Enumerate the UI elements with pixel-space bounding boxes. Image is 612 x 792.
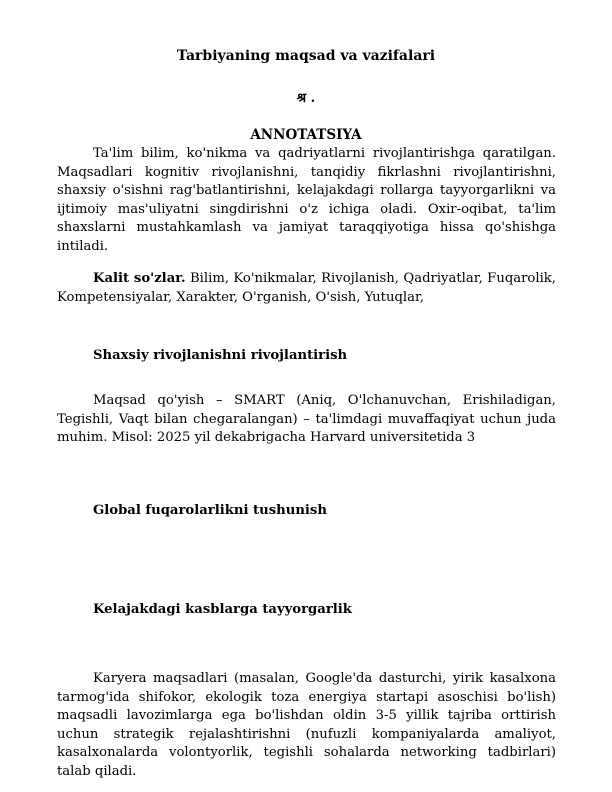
author-mark: श्र . — [296, 91, 316, 106]
keywords-text: Bilim, Ko'nikmalar, Rivojlanish, Qadriyatlar, Fuqarolik, Kompetensiyalar, Xarakter, O'rganish, O'sish, Yutuqlar, — [57, 271, 556, 305]
section-heading-future-careers: Kelajakdagi kasblarga tayyorgarlik — [93, 602, 352, 617]
section-heading-personal-development: Shaxsiy rivojlanishni rivojlantirish — [93, 348, 348, 363]
annotation-paragraph: Ta'lim bilim, ko'nikma va qadriyatlarni rivojlantirishga qaratilgan. Maqsadlari kognitiv rivojlanishni, tanqidiy fikrlashni rivojlantirishni, shaxsiy o'sishni rag'batlantirishni, kelajakdagi rollarga tayyorgarlikni va ijtimoiy mas'uliyatni singdirishni o'z ichiga oladi. Oxir-oqibat, ta'lim shaxslarni mustahkamlash va jamiyat taraqqiyotiga hissa qo'shishga intiladi. — [57, 146, 556, 254]
annotation-heading: ANNOTATSIYA — [250, 127, 362, 143]
document-title: Tarbiyaning maqsad va vazifalari — [176, 48, 436, 64]
keywords-label: Kalit so'zlar. — [93, 271, 186, 286]
keywords-paragraph — [57, 270, 556, 307]
section-heading-global-citizenship: Global fuqarolarlikni tushunish — [93, 503, 327, 518]
section-paragraph-goal-setting: Maqsad qo'yish – SMART (Aniq, O'lchanuvchan, Erishiladigan, Tegishli, Vaqt bilan chegaralangan) – ta'limdagi muvaffaqiyat uchun juda muhim. Misol: 2025 yil dekabrigacha Harvard universitetida 3 — [57, 393, 556, 445]
section-paragraph-career-goals: Karyera maqsadlari (masalan, Google'da dasturchi, yirik kasalxona tarmog'ida shifokor, ekologik toza energiya startapi asoschisi bo'lish) maqsadli lavozimlarga ega bo'lishdan oldin 3-5 yillik tajriba orttirish uchun strategik rejalashtirishni (nufuzli kompaniyalarda amaliyot, kasalxonalarda volontyorlik, tegishli sohalarda networking tadbirlari) talab qiladi. — [57, 671, 556, 779]
